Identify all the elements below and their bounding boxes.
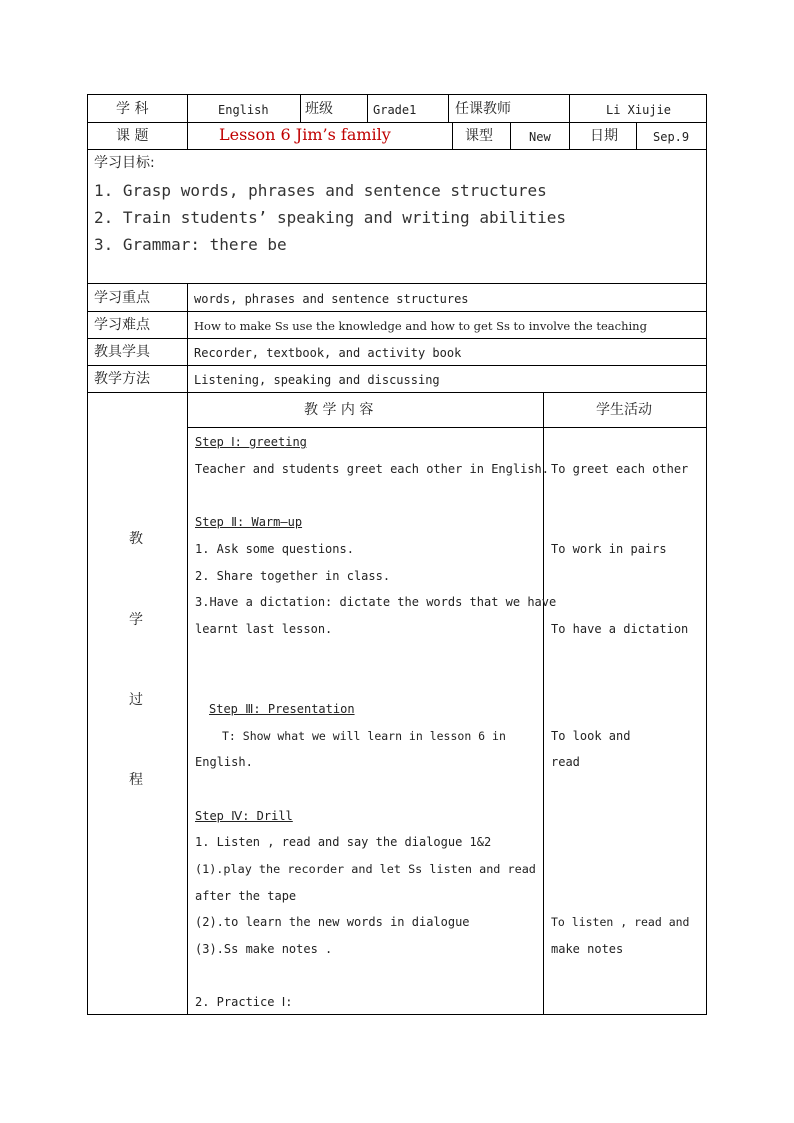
teaching-aids-value: Recorder, textbook, and activity book [194, 346, 462, 360]
content-line: 2. Practice Ⅰ: [195, 995, 293, 1009]
row-divider [87, 365, 707, 366]
process-side-char: 学 [129, 612, 143, 628]
topic-label: 课 题 [116, 128, 149, 144]
step-heading: Step Ⅳ: Drill [195, 809, 293, 823]
teaching-method-value: Listening, speaking and discussing [194, 373, 440, 387]
difficulties-value: How to make Ss use the knowledge and how to get Ss to involve the teaching [194, 319, 647, 333]
type-value: New [529, 130, 551, 144]
content-line: 1. Listen , read and say the dialogue 1&2 [195, 835, 492, 849]
table-border-top [87, 94, 707, 95]
content-line: (2).to learn the new words in dialogue [195, 915, 470, 929]
objectives-label: 学习目标: [94, 155, 155, 171]
class-label: 班级 [305, 101, 333, 117]
activity-line: To listen , read and [551, 915, 690, 929]
content-line: 2. Share together in class. [195, 569, 391, 583]
teaching-aids-label: 教具学具 [94, 344, 150, 360]
difficulties-label: 学习难点 [94, 317, 150, 333]
step-heading: Step Ⅱ: Warm—up [195, 515, 303, 529]
type-label: 课型 [465, 128, 493, 144]
activity-line: To work in pairs [551, 542, 667, 556]
col-divider [300, 94, 301, 122]
class-value: Grade1 [373, 103, 417, 117]
col-divider [452, 122, 453, 149]
label-column-divider [187, 283, 188, 1015]
step-heading: Step Ⅰ: greeting [195, 435, 307, 449]
date-value: Sep.9 [653, 130, 690, 144]
col-divider [448, 94, 449, 122]
table-border-left [87, 94, 88, 1015]
row-divider [87, 338, 707, 339]
objective-item: 2. Train students’ speaking and writing abilities [94, 208, 567, 227]
table-border-right [706, 94, 707, 1015]
content-line: 1. Ask some questions. [195, 542, 354, 556]
process-side-char: 教 [129, 531, 143, 547]
content-line: learnt last lesson. [195, 622, 333, 636]
subject-label: 学 科 [116, 101, 149, 117]
row-divider [87, 311, 707, 312]
teacher-label: 任课教师 [455, 101, 511, 117]
col-divider [636, 122, 637, 149]
step-heading: Step Ⅲ: Presentation [209, 702, 355, 716]
subject-value: English [218, 103, 269, 117]
activity-line: read [551, 755, 580, 769]
objective-item: 1. Grasp words, phrases and sentence structures [94, 181, 547, 200]
row-divider [87, 122, 707, 123]
row-divider [87, 283, 707, 284]
activity-line: To have a dictation [551, 622, 689, 636]
activity-column-divider [543, 392, 544, 1015]
activity-header: 学生活动 [596, 402, 652, 418]
content-line: Teacher and students greet each other in English. [195, 462, 550, 476]
process-side-char: 过 [129, 692, 143, 708]
key-points-value: words, phrases and sentence structures [194, 292, 469, 306]
content-line: (3).Ss make notes . [195, 942, 333, 956]
activity-line: To look and [551, 729, 631, 743]
process-side-char: 程 [129, 772, 143, 788]
content-line: English. [195, 755, 253, 769]
row-divider [87, 149, 707, 150]
teaching-method-label: 教学方法 [94, 371, 150, 387]
table-border-bottom [87, 1014, 707, 1015]
process-header-divider [187, 427, 707, 428]
content-line: after the tape [195, 889, 297, 903]
date-label: 日期 [590, 128, 618, 144]
content-line: (1).play the recorder and let Ss listen and read [195, 862, 536, 876]
topic-value: Lesson 6 Jim’s family [219, 125, 391, 144]
content-line: 3.Have a dictation: dictate the words that we have [195, 595, 557, 609]
key-points-label: 学习重点 [94, 290, 150, 306]
row-divider [87, 392, 707, 393]
activity-line: make notes [551, 942, 624, 956]
content-header: 教 学 内 容 [304, 402, 374, 418]
teacher-value: Li Xiujie [606, 103, 672, 117]
col-divider [510, 122, 511, 149]
col-divider [569, 122, 570, 149]
label-column-divider [187, 94, 188, 149]
content-line: T: Show what we will learn in lesson 6 in [222, 729, 506, 743]
objective-item: 3. Grammar: there be [94, 235, 287, 254]
col-divider [367, 94, 368, 122]
activity-line: To greet each other [551, 462, 689, 476]
col-divider [569, 94, 570, 122]
